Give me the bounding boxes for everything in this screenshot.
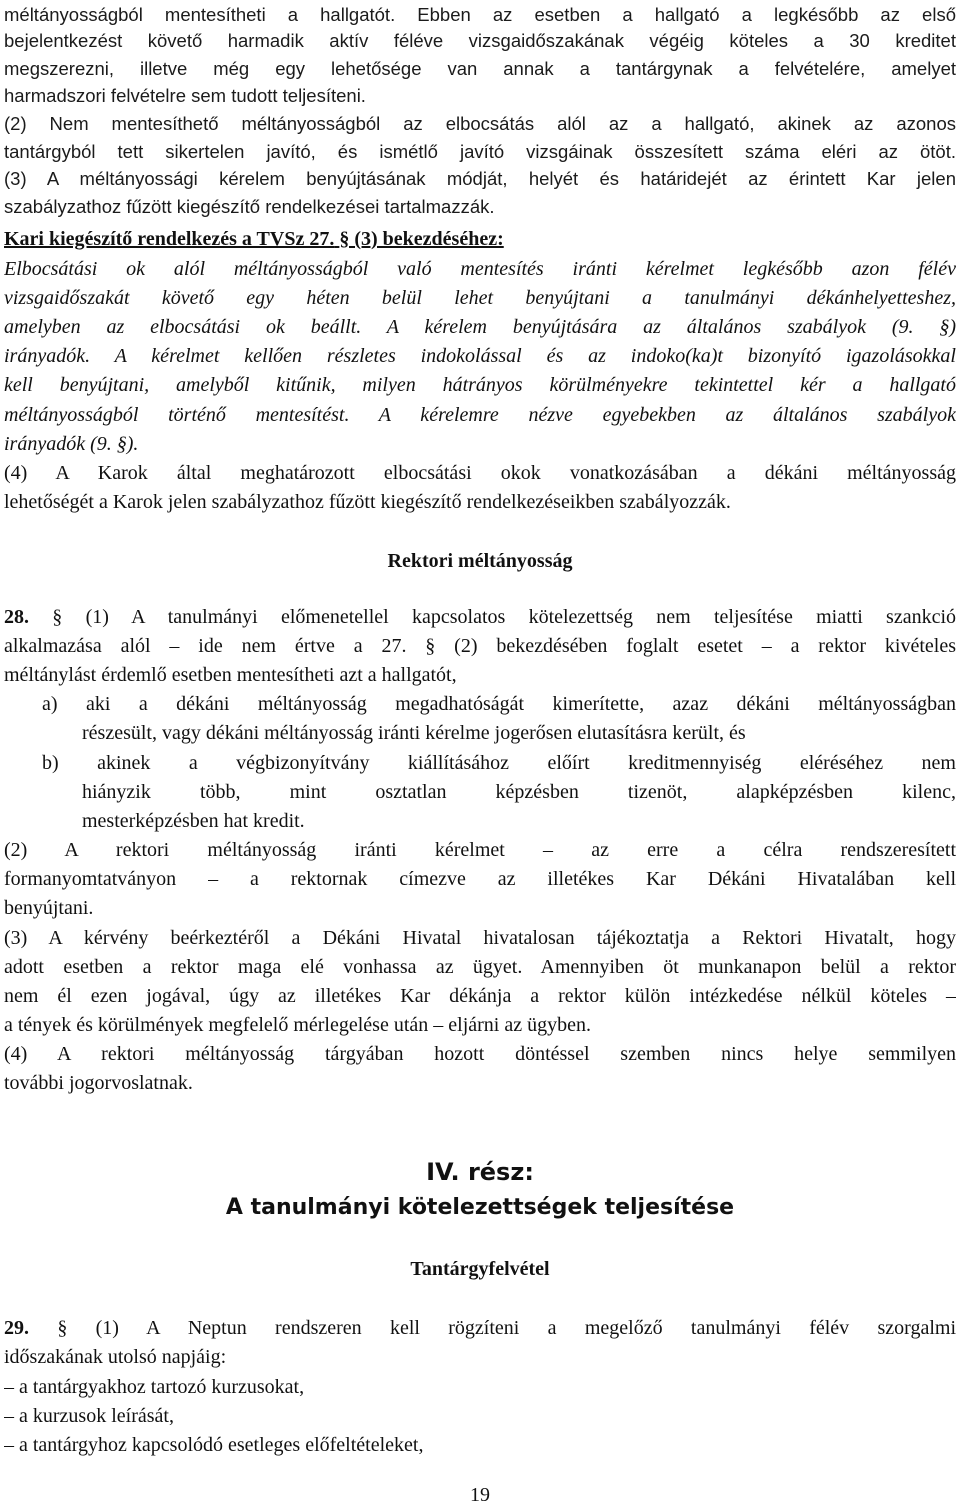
section-number: 29. [4,1317,29,1339]
section-text: § (1) A Neptun rendszeren kell rögzíteni a megelőző tanulmányi félév szorgalmi [57,1317,956,1339]
text-line: megszerezni, illetve még egy lehetősége van annak a tantárgynak a felvételére, amelyet [4,58,956,79]
part-title: A tanulmányi kötelezettségek teljesítése [225,1195,735,1220]
bullet-item: – a kurzusok leírását, [4,1405,174,1427]
text-line: (4) A Karok által meghatározott elbocsátási okok vonatkozásában a dékáni méltányosság [4,462,956,484]
section-29-line [4,1314,956,1343]
kari-line: kell benyújtani, amelyből kitűnik, milyen hátrányos körülményekre tekintettel kér a hallgató [4,374,956,396]
kari-line: irányadók. A kérelmet kellően részletes indokolással és az indoko(ka)t bizonyító igazolásokkal [4,345,956,367]
list-item-b-cont: hiányzik több, mint osztatlan képzésben tizenöt, alapképzésben kilenc, [82,781,956,803]
text-line: adott esetben a rektor maga elé vonhassa az ügyet. Amennyiben öt munkanapon belül a rektor [4,956,956,978]
text-line: benyújtani. [4,897,94,919]
kari-heading-tail: § (3) bekezdéséhez: [339,228,504,250]
text-line: a tények és körülmények megfelelő mérlegelése után – eljárni az ügyben. [4,1014,591,1036]
text-line: nem él ezen jogával, úgy az illetékes Kar dékánja a rektor külön intézkedése nélkül köteles – [4,985,956,1007]
text-line: (4) A rektori méltányosság tárgyában hozott döntéssel szemben nincs helye semmilyen [4,1043,956,1065]
text-line: harmadszori felvételre sem tudott teljesíteni. [4,85,366,106]
text-line: időszakának utolsó napjáig: [4,1346,227,1368]
text-line: további jogorvoslatnak. [4,1072,193,1094]
text-line: (2) Nem mentesíthető méltányosságból az elbocsátás alól az a hallgató, akinek az azonos [4,113,956,134]
section-28-line [4,603,956,632]
text-line: lehetőségét a Karok jelen szabályzathoz fűzött kiegészítő rendelkezéseikben szabályozzák. [4,491,731,513]
text-line: (3) A kérvény beérkeztéről a Dékáni Hivatal hivatalosan tájékoztatja a Rektori Hivatalt, hogy [4,927,956,949]
bullet-item: – a tantárgyakhoz tartozó kurzusokat, [4,1376,305,1398]
text-line: bejelentkezést követő harmadik aktív féléve vizsgaidőszakának végéig köteles a 30 kreditet [4,30,956,51]
kari-heading [4,225,956,254]
text-line: formanyomtatványon – a rektornak címezve az illetékes Kar Dékáni Hivatalában kell [4,868,956,890]
text-line: (2) A rektori méltányosság iránti kérelmet – az erre a célra rendszeresített [4,839,956,861]
section-text: § (1) A tanulmányi előmenetellel kapcsolatos kötelezettség nem teljesítése miatti szankció [52,606,956,628]
text-line: méltányosságból mentesítheti a hallgatót. Ebben az esetben a hallgató a legkésőbb az első [4,4,956,25]
kari-line: vizsgaidőszakát követő egy héten belül lehet benyújtani a tanulmányi dékánhelyetteshez, [4,287,956,309]
text-line: szabályzathoz fűzött kiegészítő rendelkezései tartalmazzák. [4,196,495,217]
list-item-a: a) aki a dékáni méltányosság megadhatóságát kimerítette, azaz dékáni méltányosságban [42,693,956,715]
text-line: tantárgyból tett sikertelen javító, és ismétlő javító vizsgáinak összesített száma eléri az ötöt. [4,141,956,162]
bullet-item: – a tantárgyhoz kapcsolódó esetleges előfeltételeket, [4,1434,424,1456]
kari-line: irányadók (9. §). [4,433,139,455]
text-line: (3) A méltányossági kérelem benyújtásának módját, helyét és határidejét az érintett Kar jelen [4,168,956,189]
list-item-b-cont: mesterképzésben hat kredit. [82,810,305,832]
text-line: alkalmazása alól – ide nem értve a 27. § (2) bekezdésében foglalt esetet – a rektor kivételes [4,635,956,657]
text-line: méltánylást érdemlő esetben mentesítheti azt a hallgatót, [4,664,457,686]
kari-heading-text: Kari kiegészítő rendelkezés a TVSz 27. [4,228,335,250]
kari-line: Elbocsátási ok alól méltányosságból való mentesítés iránti kérelmet legkésőbb azon félév [4,258,956,280]
section-title-rektori: Rektori méltányosság [387,550,573,572]
part-number: IV. rész: [426,1158,534,1186]
kari-line: amelyben az elbocsátási ok beállt. A kérelem benyújtására az általános szabályok (9. §) [4,316,956,338]
page-number: 19 [470,1484,490,1506]
list-item-a-cont: részesült, vagy dékáni méltányosság iránti kérelme jogerősen elutasításra került, és [82,722,746,744]
section-number: 28. [4,606,29,628]
list-item-b: b) akinek a végbizonyítvány kiállításához előírt kreditmennyiség eléréséhez nem [42,752,956,774]
kari-line: méltányosságból történő mentesítést. A kérelemre nézve egyebekben az általános szabályok [4,404,956,426]
section-title-tantargyfelvetel: Tantárgyfelvétel [410,1258,550,1280]
